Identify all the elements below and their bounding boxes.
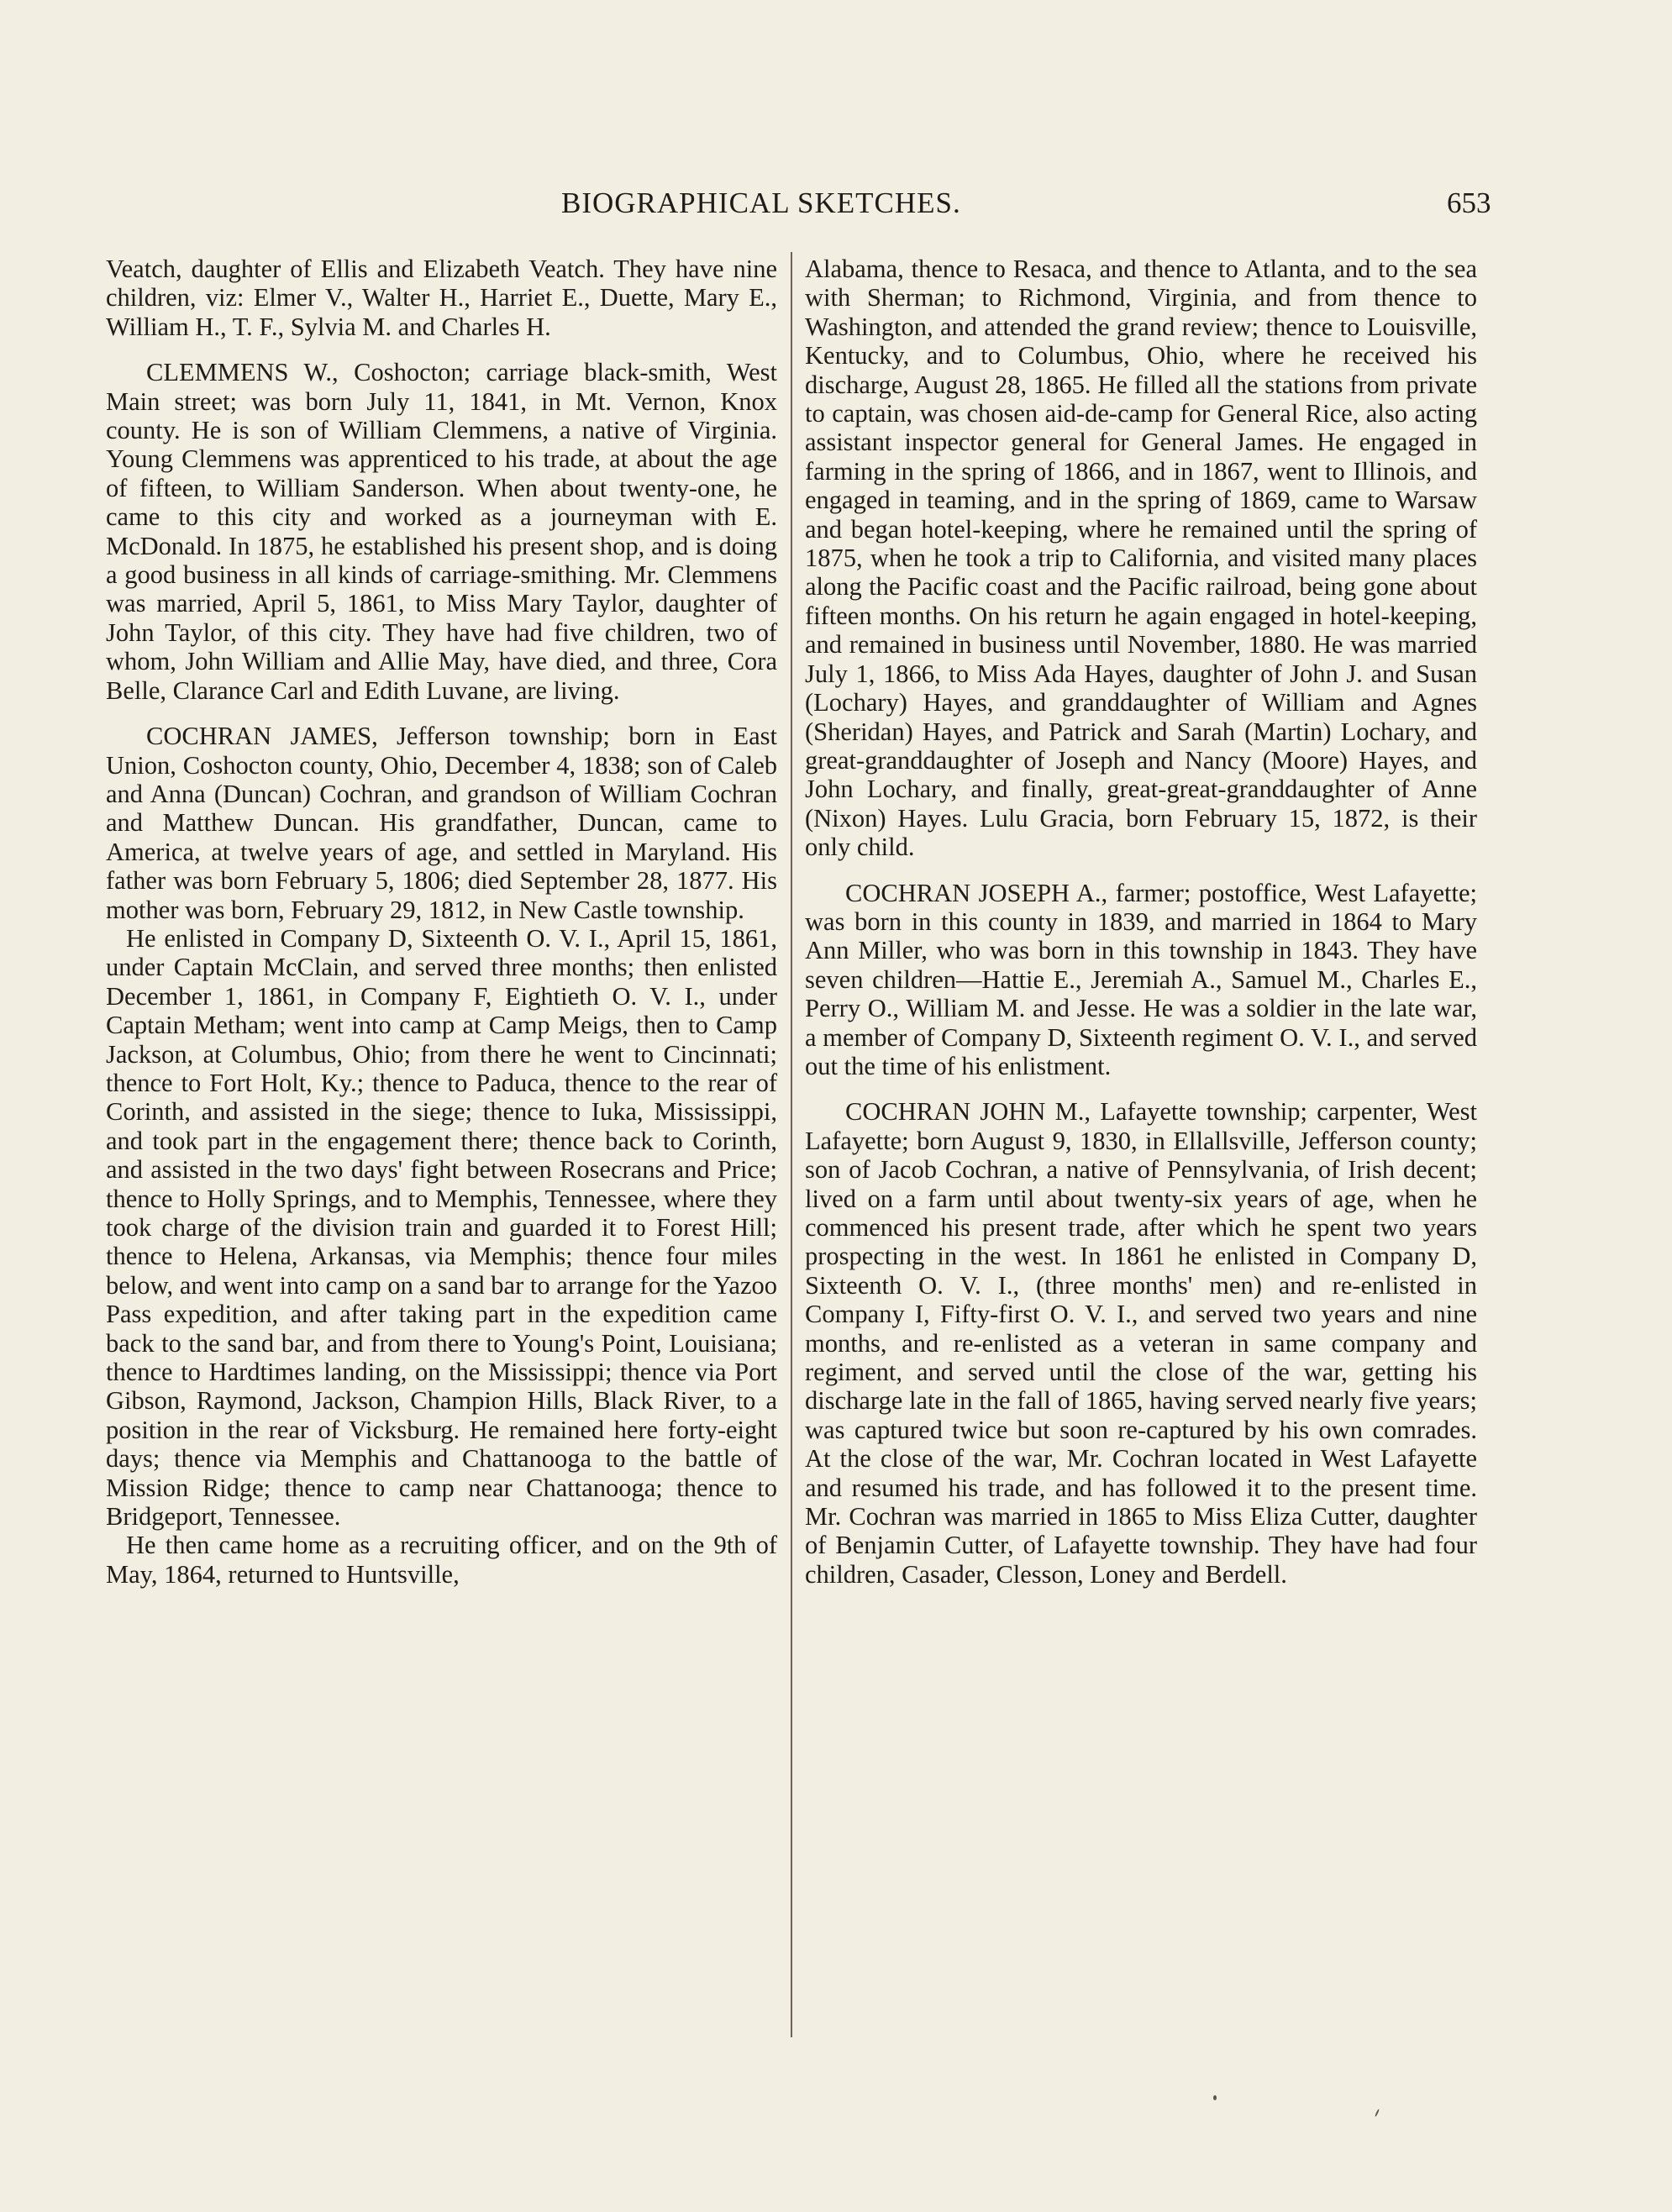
paragraph-cochran-james-service: He enlisted in Company D, Sixteenth O. V. I., April 15, 1861, under Captain McClain, and served three months; then enlisted December 1, 1861, in Company F, Eightieth O. V. I., under Captain Metham; went into camp at Camp Meigs, then to Camp Jackson, at Columbus, Ohio; from there he went to Cincinnati; thence to Fort Holt, Ky.; thence to Paduca, thence to the rear of Corinth, and assisted in the siege; thence to Iuka, Mississippi, and took part in the engagement there; thence back to Corinth, and assisted in the two days' fight between Rosecrans and Price; thence to Holly Springs, and to Memphis, Tennessee, where they took charge of the division train and guarded it to Forest Hill; thence to Helena, Arkansas, via Memphis; thence four miles below, and went into camp on a sand bar to arrange for the Yazoo Pass expedition, and after taking part in the expedition came back to the sand bar, and from there to Young's Point, Louisiana; thence to Hardtimes landing, on the Mississippi; thence via Port Gibson, Raymond, Jackson, Champion Hills, Black River, to a position in the rear of Vicksburg. He remained here forty-eight days; thence via Memphis and Chattanooga to the battle of Mission Ridge; thence to camp near Chattanooga; thence to Bridgeport, Tennessee. (106, 923, 777, 1532)
entry-cochran-john-m: COCHRAN JOHN M., Lafayette township; carpenter, West Lafayette; born August 9, 1830, in Ellallsville, Jefferson county; son of Jacob Cochran, a native of Pennsylvania, of Irish decent; lived on a farm until about twenty-six years of age, when he commenced his present trade, after which he spent two years prospecting in the west. In 1861 he enlisted in Company D, Sixteenth O. V. I., (three months' men) and re-enlisted in Company I, Fifty-first O. V. I., and served two years and nine months, and re-enlisted as a veteran in same company and regiment, and served until the close of the war, getting his discharge late in the fall of 1865, having served nearly five years; was captured twice but soon re-captured by his own comrades. At the close of the war, Mr. Cochran located in West Lafayette and resumed his trade, and has followed it to the present time. Mr. Cochran was married in 1865 to Miss Eliza Cutter, daughter of Benjamin Cutter, of Lafayette township. They have had four children, Casader, Clesson, Loney and Berdell. (805, 1097, 1477, 1589)
paragraph-cochran-james-continuation: Alabama, thence to Resaca, and thence to Atlanta, and to the sea with Sherman; to Richmond, Virginia, and from thence to Washington, and attended the grand review; thence to Louisville, Kentucky, and to Columbus, Ohio, where he received his discharge, August 28, 1865. He filled all the stations from private to captain, was chosen aid-de-camp for General Rice, also acting assistant inspector general for General James. He engaged in farming in the spring of 1866, and in 1867, went to Illinois, and engaged in teaming, and in the spring of 1869, came to Warsaw and began hotel-keeping, where he remained until the spring of 1875, when he took a trip to California, and visited many places along the Pacific coast and the Pacific railroad, being gone about fifteen months. On his return he again engaged in hotel-keeping, and remained in business until November, 1880. He was married July 1, 1866, to Miss Ada Hayes, daughter of John J. and Susan (Lochary) Hayes, and granddaughter of William and Agnes (Sheridan) Hayes, and Patrick and Sarah (Martin) Lochary, and great-granddaughter of Joseph and Nancy (Moore) Hayes, and John Lochary, and finally, great-great-granddaughter of Anne (Nixon) Hayes. Lulu Gracia, born February 15, 1872, is their only child. (805, 255, 1477, 862)
column-divider (791, 252, 792, 2037)
paragraph-cochran-james-recruiting: He then came home as a recruiting officer, and on the 9th of May, 1864, returned to Huntsville, (106, 1531, 777, 1589)
entry-cochran-joseph-a: COCHRAN JOSEPH A., farmer; postoffice, West Lafayette; was born in this county in 1839, and married in 1864 to Mary Ann Miller, who was born in this township in 1843. They have seven children—Hattie E., Jeremiah A., Samuel M., Charles E., Perry O., William M. and Jesse. He was a soldier in the late war, a member of Company D, Sixteenth regiment O. V. I., and served out the time of his enlistment. (805, 878, 1477, 1080)
page-number: 653 (1447, 187, 1491, 219)
running-title: BIOGRAPHICAL SKETCHES. (561, 187, 961, 219)
right-column (805, 255, 1477, 1589)
entry-cochran-james: COCHRAN JAMES, Jefferson township; born in East Union, Coshocton county, Ohio, December 4, 1838; son of Caleb and Anna (Duncan) Cochran, and grandson of William Cochran and Matthew Duncan. His grandfather, Duncan, came to America, at twelve years of age, and settled in Maryland. His father was born February 5, 1806; died September 28, 1877. His mother was born, February 29, 1812, in New Castle township. (106, 722, 777, 924)
left-column (106, 255, 777, 1589)
paragraph-veatch-continuation: Veatch, daughter of Ellis and Elizabeth Veatch. They have nine children, viz: Elmer V., Walter H., Harriet E., Duette, Mary E., William H., T. F., Sylvia M. and Charles H. (106, 255, 777, 341)
running-header (0, 187, 1672, 220)
paper-speck (1375, 2109, 1380, 2117)
entry-clemmens-w: CLEMMENS W., Coshocton; carriage black-smith, West Main street; was born July 11, 1841, in Mt. Vernon, Knox county. He is son of William Clemmens, a native of Virginia. Young Clemmens was apprenticed to his trade, at about the age of fifteen, to William Sanderson. When about twenty-one, he came to this city and worked as a journeyman with E. McDonald. In 1875, he established his present shop, and is doing a good business in all kinds of carriage-smithing. Mr. Clemmens was married, April 5, 1861, to Miss Mary Taylor, daughter of John Taylor, of this city. They have had five children, two of whom, John William and Allie May, have died, and three, Cora Belle, Clarance Carl and Edith Luvane, are living. (106, 358, 777, 705)
paper-speck (1213, 2095, 1217, 2100)
